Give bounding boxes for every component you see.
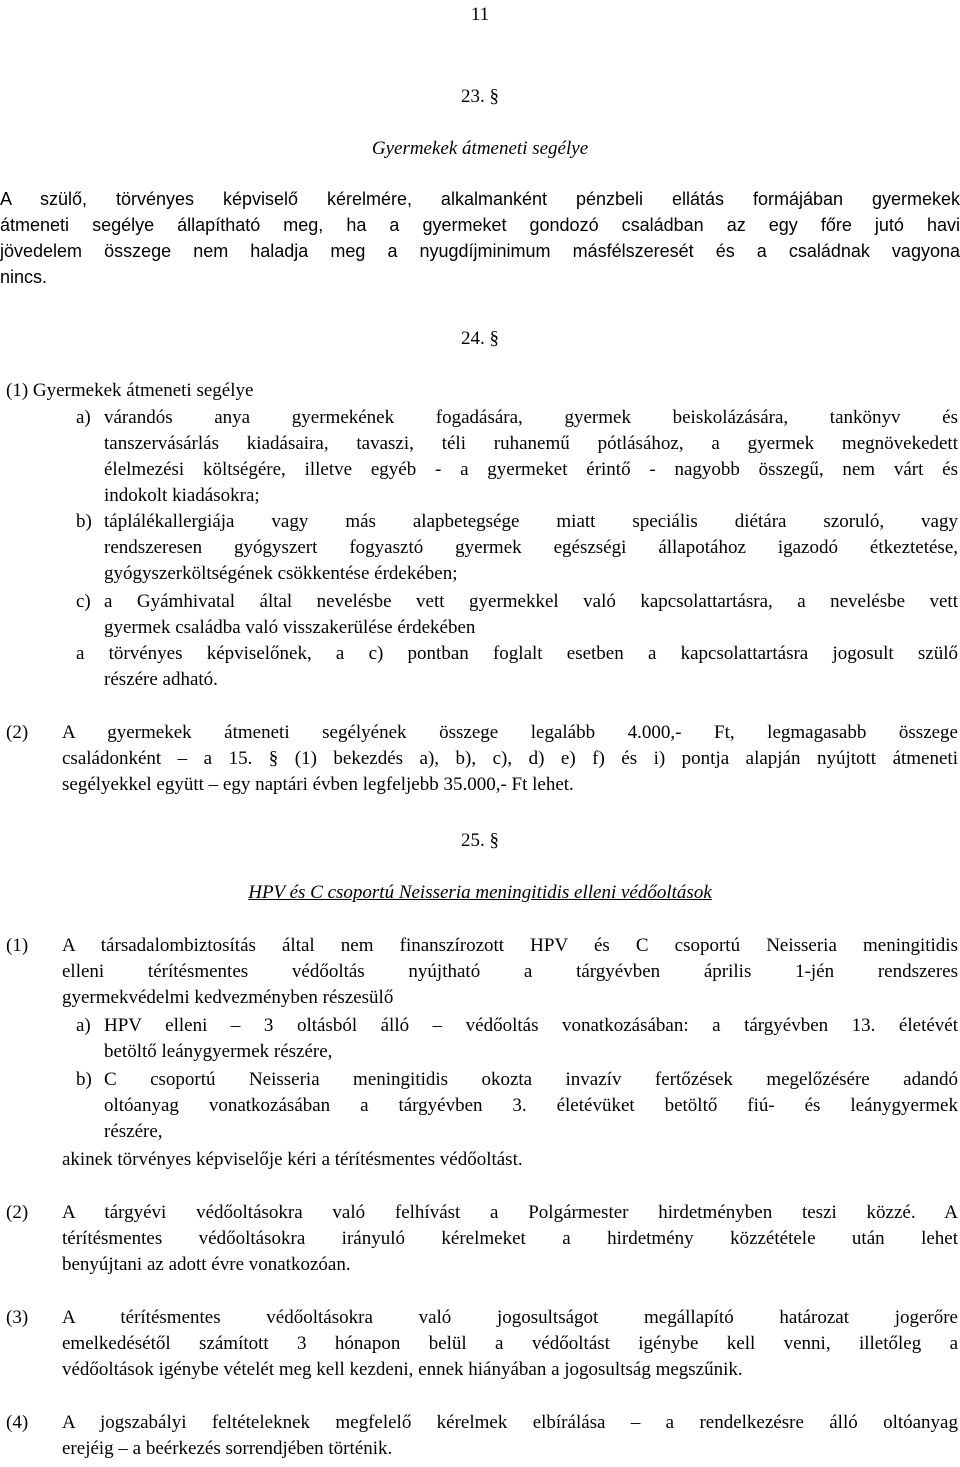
para-line: A társadalombiztosítás által nem finanszírozott HPV és C csoportú Neisseria meningitidis <box>62 935 958 956</box>
para-line: gyermekvédelmi kedvezményben részesülő <box>62 987 394 1008</box>
section-25-para-2-label: (2) <box>6 1202 29 1223</box>
section-23-heading: 23. § <box>461 86 499 107</box>
item-line: oltóanyag vonatkozásában a tárgyévben 3. életévüket betöltő fiú- és leánygyermek <box>104 1095 958 1116</box>
para-line: segélyekkel együtt – egy naptári évben legfeljebb 35.000,- Ft lehet. <box>62 774 574 795</box>
para-line: családonként – a 15. § (1) bekezdés a), b), c), d) e) f) és i) pontja alapján nyújtott átmeneti <box>62 748 958 769</box>
page-number: 11 <box>470 4 490 25</box>
item-line: rendszeresen gyógyszert fogyasztó gyermek egészségi állapotához igazodó étkeztetése, <box>104 537 958 558</box>
item-label: b) <box>76 1069 92 1090</box>
para-line: A jogszabályi feltételeknek megfelelő kérelmek elbírálása – a rendelkezésre álló oltóanyag <box>62 1412 958 1433</box>
item-label: a) <box>76 407 91 428</box>
para-line: védőoltások igénybe vételét meg kell kezdeni, ennek hiányában a jogosultság megszűnik. <box>62 1359 743 1380</box>
section-25-para-1-closing: akinek törvényes képviselője kéri a térítésmentes védőoltást. <box>62 1149 523 1170</box>
section-24-para-1-label: (1) Gyermekek átmeneti segélye <box>6 380 254 401</box>
section-23-title: Gyermekek átmeneti segélye <box>371 138 589 159</box>
para-line: elleni térítésmentes védőoltás nyújtható a tárgyévben április 1-jén rendszeres <box>62 961 958 982</box>
para-line: A térítésmentes védőoltásokra való jogosultságot megállapító határozat jogerőre <box>62 1307 958 1328</box>
section-24-para-2-label: (2) <box>6 722 29 743</box>
section-24-closing: a törvényes képviselőnek, a c) pontban foglalt esetben a kapcsolattartásra jogosult szülő <box>76 643 958 664</box>
section-25-title: HPV és C csoportú Neisseria meningitidis elleni védőoltások <box>248 882 712 903</box>
item-line: a Gyámhivatal által nevelésbe vett gyermekkel való kapcsolattartásra, a nevelésbe vett <box>104 591 958 612</box>
section-23-line: átmeneti segélye állapítható meg, ha a gyermeket gondozó családban az egy főre jutó havi <box>0 215 960 235</box>
item-line: élelmezési költségére, illetve egyéb - a gyermeket érintő - nagyobb összegű, nem várt és <box>104 459 958 480</box>
section-23-line: jövedelem összege nem haladja meg a nyugdíjminimum másfélszeresét és a családnak vagyona <box>0 241 960 261</box>
item-line: gyógyszerköltségének csökkentése érdekében; <box>104 563 458 584</box>
para-line: A gyermekek átmeneti segélyének összege legalább 4.000,- Ft, legmagasabb összege <box>62 722 958 743</box>
para-line: erejéig – a beérkezés sorrendjében történik. <box>62 1438 393 1459</box>
section-23-line: A szülő, törvényes képviselő kérelmére, alkalmanként pénzbeli ellátás formájában gyermekek <box>0 189 960 209</box>
section-25-heading: 25. § <box>461 830 499 851</box>
para-line: benyújtani az adott évre vonatkozóan. <box>62 1254 351 1275</box>
item-line: táplálékallergiája vagy más alapbetegsége miatt speciális diétára szoruló, vagy <box>104 511 958 532</box>
item-label: b) <box>76 511 92 532</box>
section-25-para-1-label: (1) <box>6 935 29 956</box>
item-line: tanszervásárlás kiadásaira, tavaszi, téli ruhanemű pótlásához, a gyermek megnövekedett <box>104 433 958 454</box>
para-line: térítésmentes védőoltásokra irányuló kérelmeket a hirdetmény közzététele után lehet <box>62 1228 958 1249</box>
section-25-para-3-label: (3) <box>6 1307 29 1328</box>
item-line: gyermek családba való visszakerülése érdekében <box>104 617 476 638</box>
item-line: HPV elleni – 3 oltásból álló – védőoltás vonatkozásában: a tárgyévben 13. életévét <box>104 1015 958 1036</box>
section-24-heading: 24. § <box>461 328 499 349</box>
section-23-line: nincs. <box>0 267 48 287</box>
item-line: C csoportú Neisseria meningitidis okozta invazív fertőzések megelőzésére adandó <box>104 1069 958 1090</box>
item-line: indokolt kiadásokra; <box>104 485 260 506</box>
section-24-closing: részére adható. <box>104 669 218 690</box>
item-label: a) <box>76 1015 91 1036</box>
para-line: A tárgyévi védőoltásokra való felhívást a Polgármester hirdetményben teszi közzé. A <box>62 1202 958 1223</box>
section-25-para-4-label: (4) <box>6 1412 29 1433</box>
para-line: emelkedésétől számított 3 hónapon belül a védőoltást igénybe kell venni, illetőleg a <box>62 1333 958 1354</box>
item-line: várandós anya gyermekének fogadására, gyermek beiskolázására, tankönyv és <box>104 407 958 428</box>
item-line: részére, <box>104 1121 163 1142</box>
item-line: betöltő leánygyermek részére, <box>104 1041 333 1062</box>
item-label: c) <box>76 591 91 612</box>
